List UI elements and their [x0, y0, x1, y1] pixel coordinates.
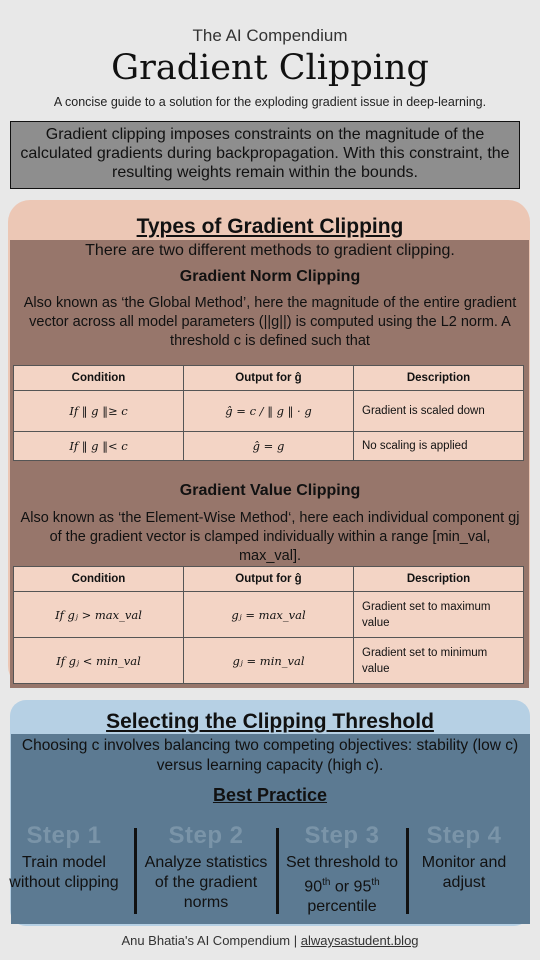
output-cell: ĝ = g [184, 432, 354, 461]
step-label: Step 4 [426, 822, 502, 849]
output-cell: ĝ = c / ‖ g ‖ · g [184, 391, 354, 432]
description-cell: No scaling is applied [354, 432, 524, 461]
step-label: Step 1 [26, 822, 102, 849]
step-text: Monitor and adjust [421, 854, 507, 891]
table-row [14, 592, 524, 638]
section2-title: Selecting the Clipping Threshold [106, 710, 434, 733]
step-1 [0, 822, 128, 893]
step-2 [142, 822, 270, 913]
page-subtitle: A concise guide to a solution for the exploding gradient issue in deep-learning. [53, 95, 487, 109]
table-row [14, 391, 524, 432]
value-clipping-description: Also known as ‘the Element-Wise Method‘, here each individual component gj of the gradient vector is clamped individually within a range [min_val, max_val]. [20, 510, 520, 564]
value-clipping-heading: Gradient Value Clipping [179, 482, 361, 499]
condition-cell: If gⱼ > max_val [14, 592, 184, 638]
table-row [14, 638, 524, 684]
table-header-cell: Condition [14, 366, 184, 391]
table-header-cell: Output for ĝ [184, 366, 354, 391]
section2-intro: Choosing c involves balancing two competing objectives: stability (low c) versus learning capacity (high c). [21, 737, 519, 774]
norm-clipping-description: Also known as ‘the Global Method’, here the magnitude of the entire gradient vector across all model parameters (||g||) is computed using the L2 norm. A threshold c is defined such that [23, 295, 517, 349]
step-text: Analyze statistics of the gradient norms [144, 854, 268, 911]
step-3 [278, 822, 406, 917]
step-text-superscript: th [322, 877, 331, 888]
section1-title: Types of Gradient Clipping [136, 215, 404, 238]
table-header-cell: Output for ĝ [184, 567, 354, 592]
table-header-cell: Description [354, 366, 524, 391]
condition-cell: If gⱼ < min_val [14, 638, 184, 684]
table-header-row [14, 366, 524, 391]
description-cell: Gradient set to maximum value [354, 592, 524, 638]
step-label: Step 2 [168, 822, 244, 849]
step-text-part: percentile [307, 898, 377, 916]
table-header-cell: Condition [14, 567, 184, 592]
step-divider [134, 828, 137, 914]
header-kicker: The AI Compendium [192, 26, 348, 45]
footer [0, 933, 540, 948]
output-cell: gⱼ = max_val [184, 592, 354, 638]
description-cell: Gradient set to minimum value [354, 638, 524, 684]
step-text-part: Set threshold to 90 [285, 854, 399, 896]
table-header-cell: Description [354, 567, 524, 592]
intro-box: Gradient clipping imposes constraints on the magnitude of the calculated gradients during backpropagation. With this constraint, the resulting weights remain within the bounds. [10, 121, 520, 189]
output-cell: gⱼ = min_val [184, 638, 354, 684]
footer-text: Anu Bhatia's AI Compendium | [121, 933, 301, 948]
section1-intro: There are two different methods to gradient clipping. [85, 242, 455, 259]
step-text-superscript: th [371, 877, 380, 888]
condition-cell: If ‖ g ‖< c [14, 432, 184, 461]
condition-cell: If ‖ g ‖≥ c [14, 391, 184, 432]
step-4 [400, 822, 528, 893]
table-header-row [14, 567, 524, 592]
norm-clipping-heading: Gradient Norm Clipping [179, 268, 361, 285]
step-text [278, 853, 406, 917]
step-text: Train model without clipping [9, 854, 119, 891]
value-clipping-table [13, 566, 524, 684]
step-label: Step 3 [304, 822, 380, 849]
description-cell: Gradient is scaled down [354, 391, 524, 432]
best-practice-heading: Best Practice [212, 785, 328, 805]
table-row [14, 432, 524, 461]
footer-link[interactable]: alwaysastudent.blog [300, 933, 419, 948]
norm-clipping-table [13, 365, 524, 461]
step-text-part: or 95 [330, 878, 372, 896]
page-title: Gradient Clipping [111, 48, 429, 88]
